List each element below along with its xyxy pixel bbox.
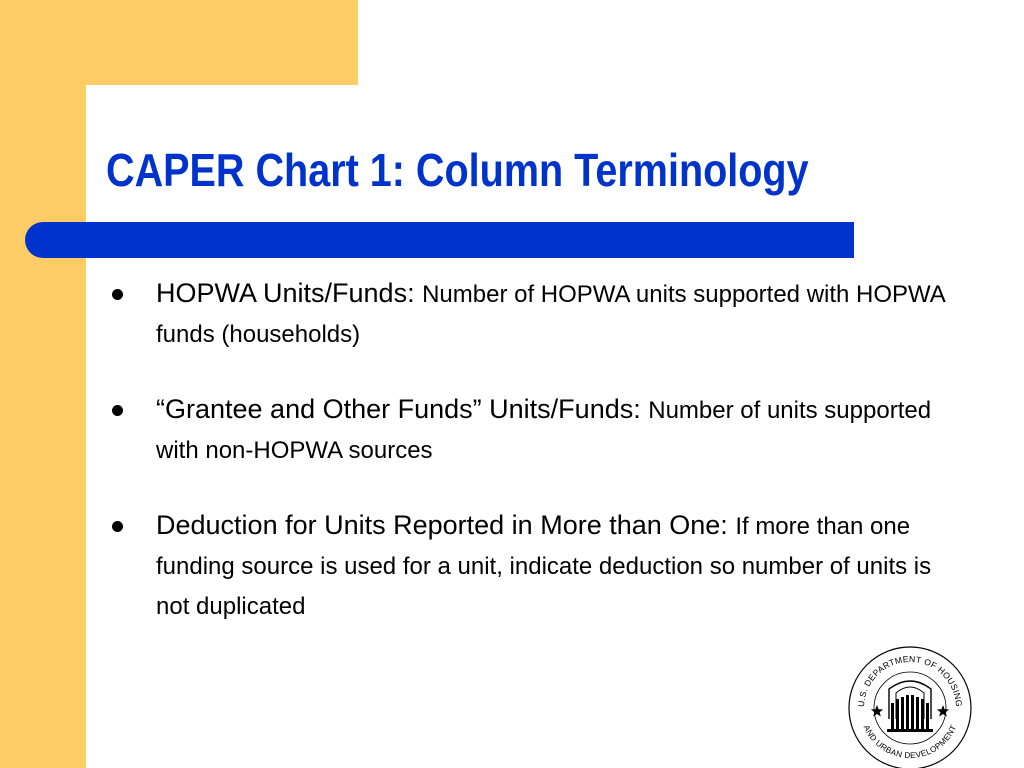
bullet-description: If more than one funding source is used for a unit, indicate deduction so number of units is not duplicated xyxy=(156,513,932,620)
bullet-dot-icon xyxy=(112,405,123,416)
bullet-description: Number of HOPWA units supported with HOPWA funds (households) xyxy=(156,281,945,348)
bullet-text xyxy=(156,274,964,354)
bullet-item xyxy=(104,390,964,470)
slide-title: CAPER Chart 1: Column Terminology xyxy=(106,144,809,196)
bullet-text xyxy=(156,390,964,470)
title-underline-bar xyxy=(25,222,854,258)
bullet-term: Deduction for Units Reported in More than One: xyxy=(156,510,736,540)
bullet-dot-icon xyxy=(112,289,123,300)
bullet-text xyxy=(156,506,964,626)
seal-bottom-text: AND URBAN DEVELOPMENT xyxy=(861,723,959,761)
bullet-item xyxy=(104,506,964,626)
bullet-term: HOPWA Units/Funds: xyxy=(156,278,423,308)
yellow-side-band xyxy=(0,0,86,768)
rounded-content-corner xyxy=(86,85,146,145)
bullet-term: “Grantee and Other Funds” Units/Funds: xyxy=(156,394,649,424)
hud-seal-icon xyxy=(847,645,973,768)
yellow-top-block xyxy=(0,0,358,85)
bullet-dot-icon xyxy=(112,521,123,532)
bullet-description: Number of units supported with non-HOPWA sources xyxy=(156,397,932,464)
seal-top-text: U.S. DEPARTMENT OF HOUSING xyxy=(855,653,965,708)
bullet-item xyxy=(104,274,964,354)
bullet-list xyxy=(104,274,964,662)
